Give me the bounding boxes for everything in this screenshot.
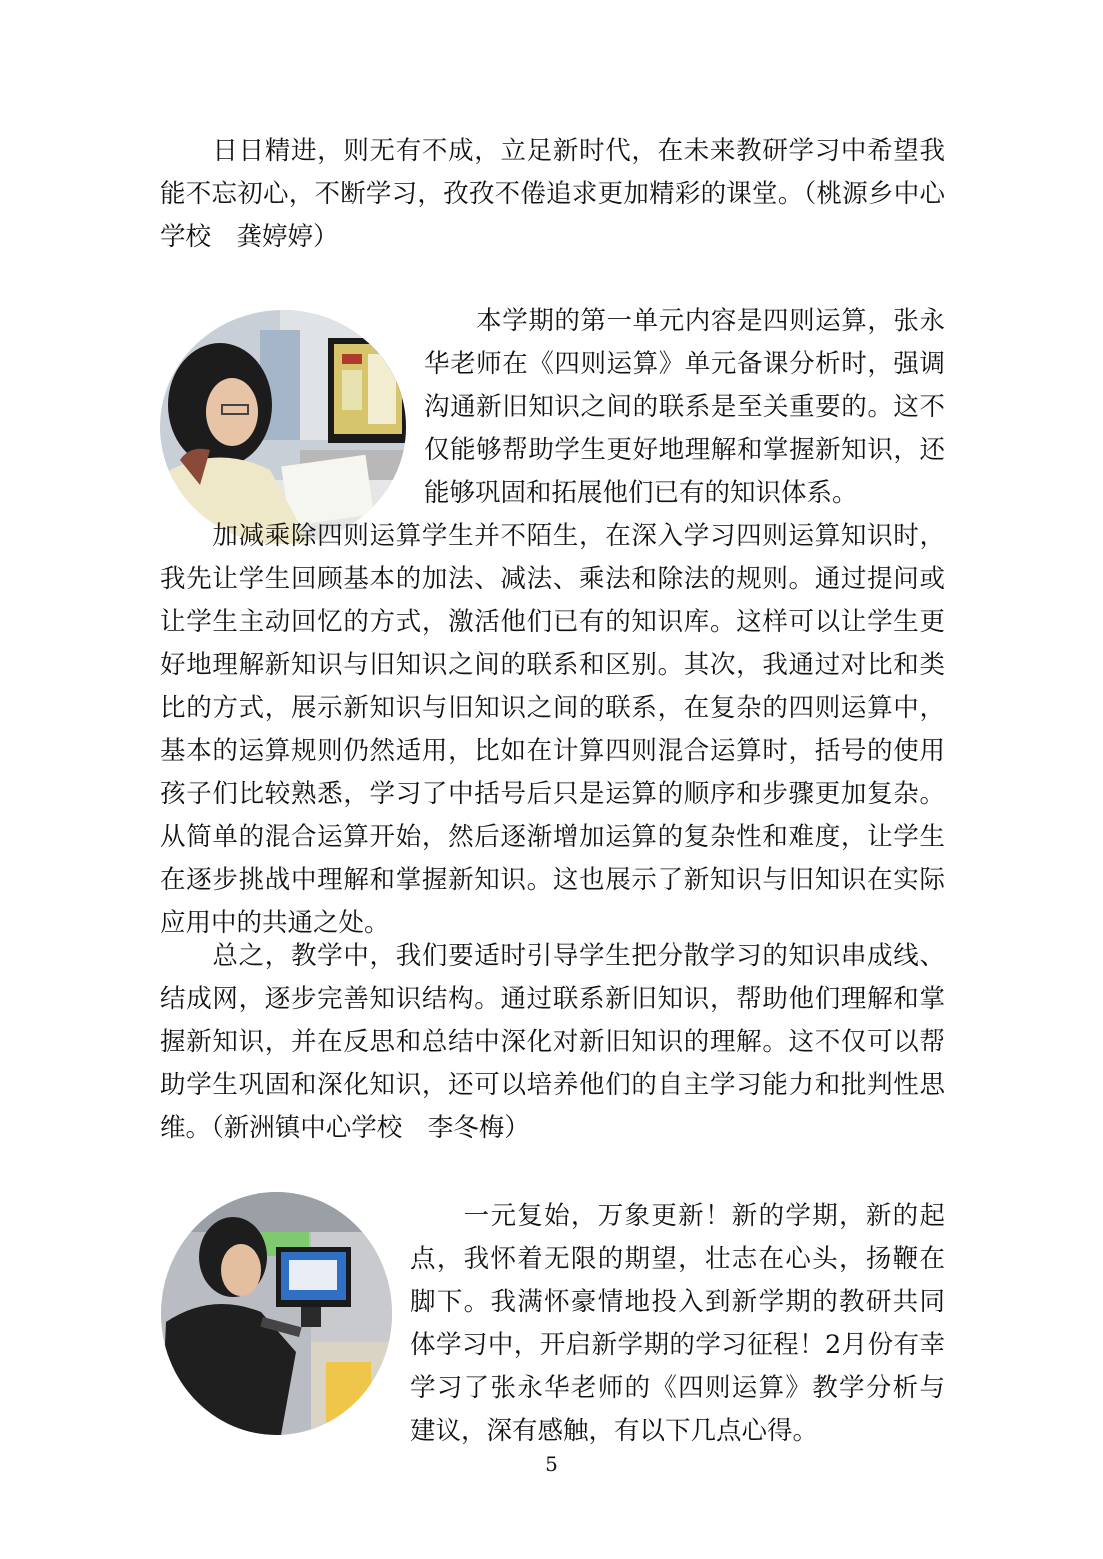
paragraph: 本学期的第一单元内容是四则运算，张永华老师在《四则运算》单元备课分析时，强调沟通新旧知识之间的联系是至关重要的。这不仅能够帮助学生更好地理解和掌握新知识，还能够巩固和拓展他们已有的知识体系。 [424,306,945,508]
teacher-at-desk-photo [161,1192,392,1435]
paragraph: 日日精进，则无有不成，立足新时代，在未来教研学习中希望我能不忘初心，不断学习，孜孜不倦追求更加精彩的课堂。（桃源乡中心学校 龚婷婷） [160,136,945,252]
teacher-at-computer-photo [160,310,406,544]
paragraph: 总之，教学中，我们要适时引导学生把分散学习的知识串成线、结成网，逐步完善知识结构。通过联系新旧知识，帮助他们理解和掌握新知识，并在反思和总结中深化对新旧知识的理解。这不仅可以帮助学生巩固和深化知识，还可以培养他们的自主学习能力和批判性思维。（新洲镇中心学校 李冬梅） [160,941,945,1143]
paragraph: 一元复始，万象更新！新的学期，新的起点，我怀着无限的期望，壮志在心头，扬鞭在脚下。我满怀豪情地投入到新学期的教研共同体学习中，开启新学期的学习征程！2月份有幸学习了张永华老师的《四则运算》教学分析与建议，深有感触，有以下几点心得。 [410,1201,945,1446]
page-number: 5 [545,1452,558,1476]
paragraph: 加减乘除四则运算学生并不陌生，在深入学习四则运算知识时，我先让学生回顾基本的加法、减法、乘法和除法的规则。通过提问或让学生主动回忆的方式，激活他们已有的知识库。这样可以让学生更好地理解新知识与旧知识之间的联系和区别。其次，我通过对比和类比的方式，展示新知识与旧知识之间的联系，在复杂的四则运算中，基本的运算规则仍然适用，比如在计算四则混合运算时，括号的使用孩子们比较熟悉，学习了中括号后只是运算的顺序和步骤更加复杂。从简单的混合运算开始，然后逐渐增加运算的复杂性和难度，让学生在逐步挑战中理解和掌握新知识。这也展示了新知识与旧知识在实际应用中的共通之处。 [160,521,945,938]
